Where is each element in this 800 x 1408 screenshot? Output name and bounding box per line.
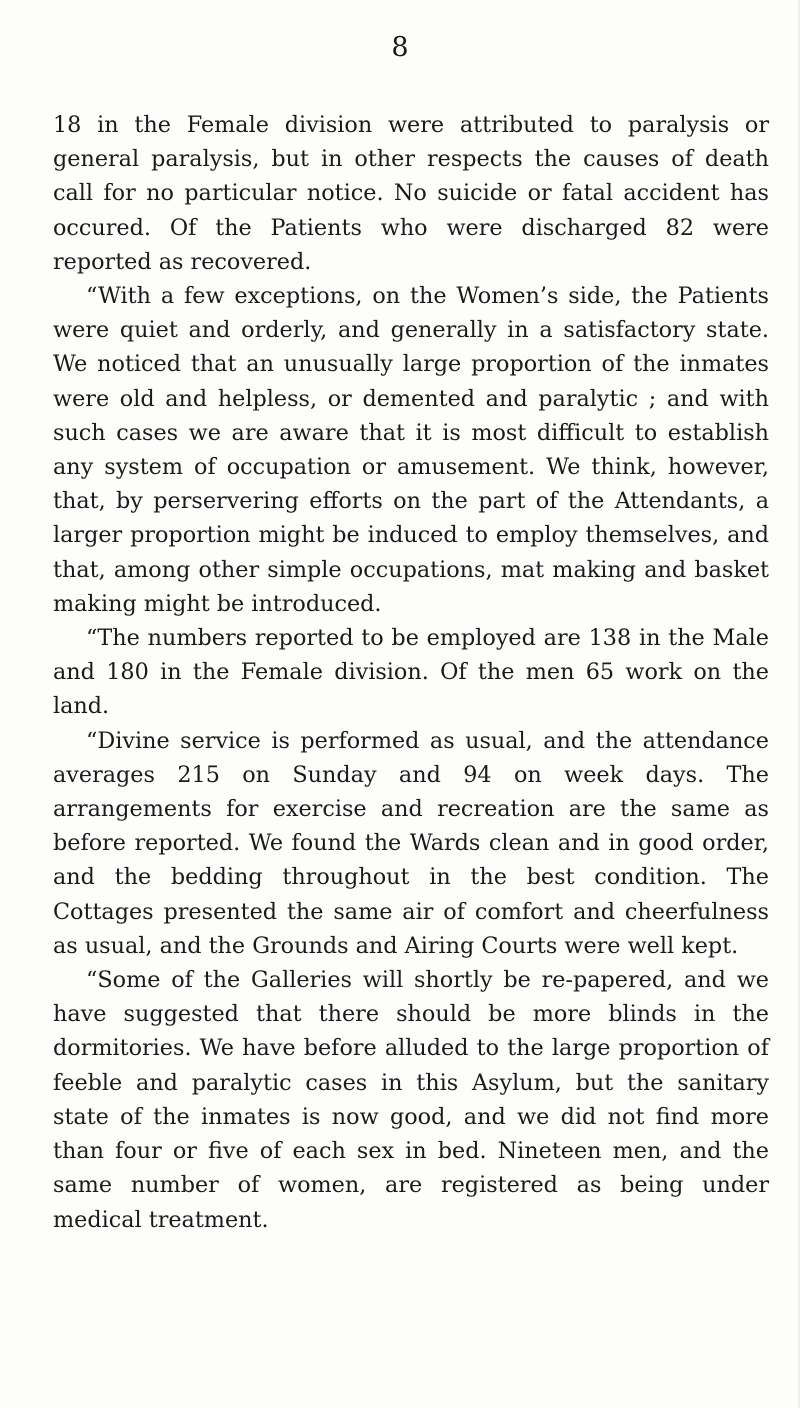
paragraph-divine-service: “Divine service is performed as usual, and the attendance averages 215 on Sunday and 94 on week days. The arrangements for exercise and recreation are the same as before reported. We found the Wards clean and in good order, and the bedding throughout in the best condition. The Cottages presented the same air of comfort and cheerfulness as usual, and the Grounds and Airing Courts were well kept.: [53, 727, 769, 959]
body-text: [53, 108, 769, 1237]
paragraph-employment-numbers: “The numbers reported to be employed are 138 in the Male and 180 in the Female division. Of the men 65 work on the land.: [53, 625, 769, 720]
paragraph-womens-side: “With a few exceptions, on the Women’s side, the Patients were quiet and orderly, and generally in a satisfactory state. We noticed that an unusually large proportion of the inmates were old and helpless, or demented and paralytic ; and with such cases we are aware that it is most difficult to establish any system of occupation or amusement. We think, however, that, by perservering efforts on the part of the Attendants, a larger proportion might be induced to employ themselves, and that, among other simple occupations, mat making and basket making might be introduced.: [53, 283, 769, 617]
paragraph-galleries: “Some of the Galleries will shortly be re-papered, and we have suggested that there should be more blinds in the dormitories. We have before alluded to the large proportion of feeble and paralytic cases in this Asylum, but the sanitary state of the inmates is now good, and we did not find more than four or five of each sex in bed. Nineteen men, and the same number of women, are registered as being under medical treatment.: [53, 967, 769, 1233]
page-number: 8: [391, 32, 409, 63]
paragraph-continuation: 18 in the Female division were attributed to paralysis or general paralysis, but in other respects the causes of death call for no particular notice. No suicide or fatal accident has occured. Of the Patients who were discharged 82 were reported as recovered.: [53, 112, 769, 275]
